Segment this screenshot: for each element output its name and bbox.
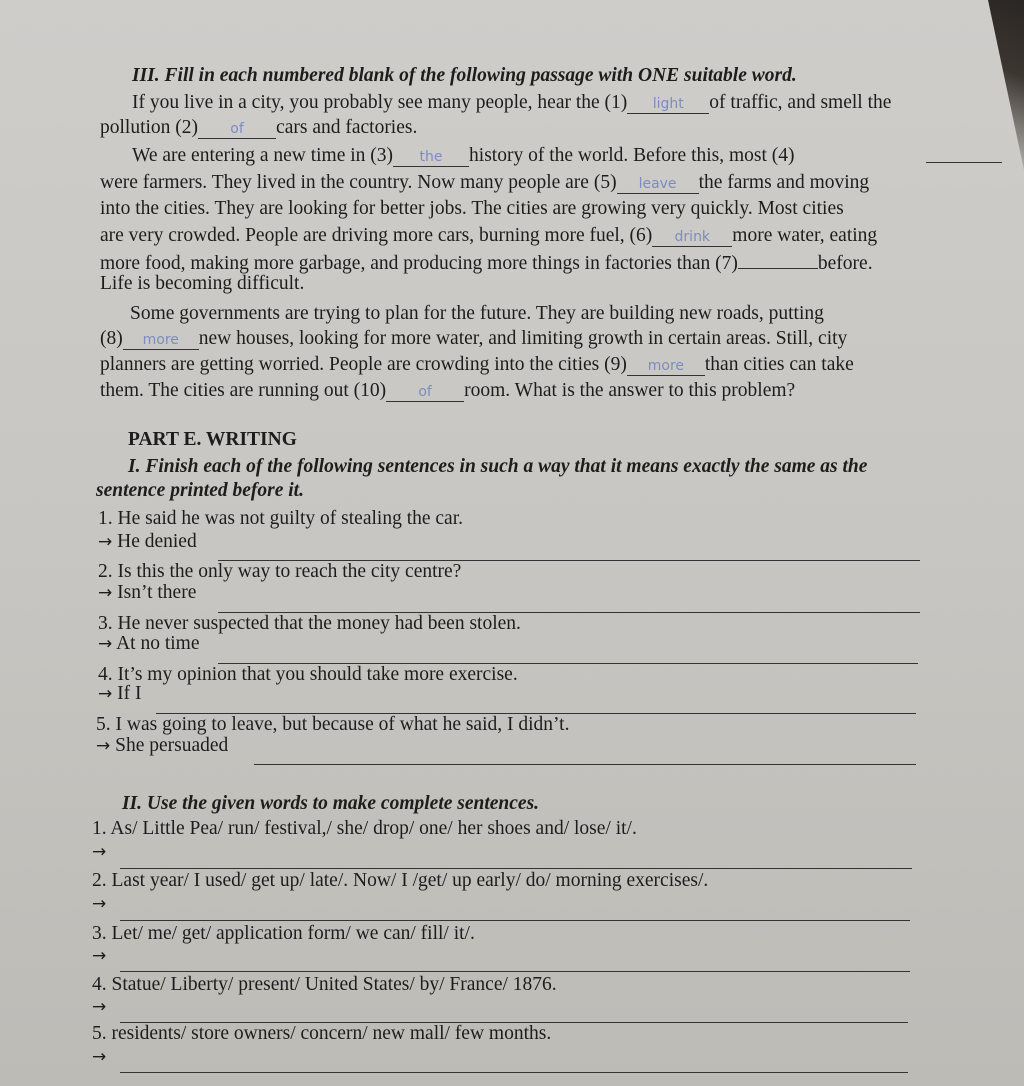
arrow-icon: → <box>98 532 113 552</box>
blank-4[interactable] <box>926 144 1002 163</box>
answer-prompt <box>92 840 992 864</box>
passage-line: Life is becoming difficult. <box>100 273 305 294</box>
answer-line[interactable] <box>254 764 916 765</box>
blank-9[interactable]: more <box>627 357 705 376</box>
section-e2-instruction: II. Use the given words to make complete sentences. <box>122 793 540 814</box>
question: 1. As/ Little Pea/ run/ festival,/ she/ drop/ one/ her shoes and/ lose/ it/. <box>92 818 637 839</box>
blank-3[interactable]: the <box>393 148 469 167</box>
question: 2. Last year/ I used/ get up/ late/. Now/ I /get/ up early/ do/ morning exercises/. <box>92 870 709 891</box>
question: 2. Is this the only way to reach the city centre? <box>98 561 462 582</box>
question: 4. It’s my opinion that you should take more exercise. <box>98 664 518 685</box>
arrow-icon: → <box>98 583 113 603</box>
arrow-icon: → <box>98 634 113 654</box>
passage-line: pollution (2) of cars and factories. <box>100 117 418 138</box>
answer-prompt: → She persuaded <box>96 735 229 756</box>
section-e1-instruction: sentence printed before it. <box>96 480 304 501</box>
passage-line: them. The cities are running out (10) of room. What is the answer to this problem? <box>100 380 796 401</box>
answer-line[interactable] <box>120 1072 908 1073</box>
answer-prompt <box>92 1045 992 1069</box>
question: 3. He never suspected that the money had been stolen. <box>98 613 521 634</box>
question: 5. residents/ store owners/ concern/ new mall/ few months. <box>92 1023 552 1044</box>
answer-line[interactable] <box>120 920 910 921</box>
arrow-icon: → <box>92 1047 107 1067</box>
passage-line: (8) more new houses, looking for more water, and limiting growth in certain areas. Still, city <box>100 328 848 349</box>
arrow-icon: → <box>92 842 107 862</box>
blank-7[interactable] <box>738 250 818 269</box>
question: 3. Let/ me/ get/ application form/ we can/ fill/ it/. <box>92 923 475 944</box>
answer-prompt: → At no time <box>98 633 200 654</box>
answer-prompt: → If I <box>98 683 142 704</box>
passage-line: more food, making more garbage, and producing more things in factories than (7) before. <box>100 250 1002 276</box>
answer-line[interactable] <box>120 971 910 972</box>
part-e-title: PART E. WRITING <box>128 429 297 450</box>
section-e1-instruction: I. Finish each of the following sentences in such a way that it means exactly the same as the <box>128 456 868 477</box>
blank-8[interactable]: more <box>123 331 199 350</box>
blank-5[interactable]: leave <box>617 175 699 194</box>
answer-prompt <box>92 944 992 968</box>
blank-1[interactable]: light <box>627 95 709 114</box>
passage-line: Some governments are trying to plan for the future. They are building new roads, putting <box>130 303 824 324</box>
arrow-icon: → <box>96 736 111 756</box>
blank-2[interactable]: of <box>198 120 276 139</box>
arrow-icon: → <box>92 997 107 1017</box>
answer-prompt: → Isn’t there <box>98 582 197 603</box>
passage-line: We are entering a new time in (3) the history of the world. Before this, most (4) <box>132 144 1002 168</box>
answer-prompt <box>92 995 992 1019</box>
arrow-icon: → <box>92 894 107 914</box>
answer-prompt <box>92 892 992 916</box>
passage-line: into the cities. They are looking for better jobs. The cities are growing very quickly. Most cities <box>100 198 844 219</box>
arrow-icon: → <box>98 684 113 704</box>
question: 4. Statue/ Liberty/ present/ United States/ by/ France/ 1876. <box>92 974 557 995</box>
passage-line: were farmers. They lived in the country. Now many people are (5) leave the farms and moving <box>100 172 870 193</box>
blank-10[interactable]: of <box>386 383 464 402</box>
section-3-title: III. Fill in each numbered blank of the following passage with ONE suitable word. <box>132 65 797 86</box>
blank-6[interactable]: drink <box>652 228 732 247</box>
passage-line: If you live in a city, you probably see many people, hear the (1) light of traffic, and smell the <box>132 92 892 113</box>
question: 1. He said he was not guilty of stealing the car. <box>98 508 463 529</box>
passage-line: planners are getting worried. People are crowding into the cities (9) more than cities can take <box>100 354 854 375</box>
answer-prompt: → He denied <box>98 531 197 552</box>
question: 5. I was going to leave, but because of what he said, I didn’t. <box>96 714 570 735</box>
arrow-icon: → <box>92 946 107 966</box>
passage-line: are very crowded. People are driving more cars, burning more fuel, (6) drink more water, eating <box>100 225 878 246</box>
